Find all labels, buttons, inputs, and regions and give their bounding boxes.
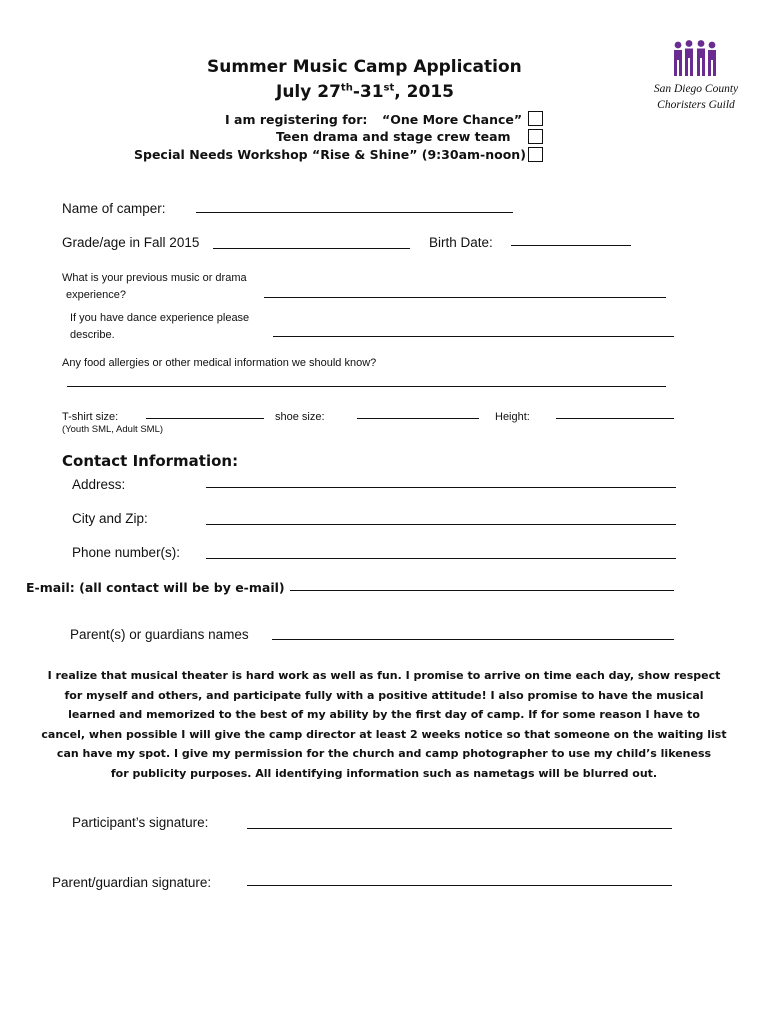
agreement-line: I realize that musical theater is hard work as well as fun. I promise to arrive on time each day, show respect [47, 669, 721, 682]
camp-dates-year: , 2015 [394, 82, 454, 102]
shoe-size-field[interactable] [357, 418, 479, 419]
music-experience-label-line1: What is your previous music or drama [62, 272, 247, 284]
dance-experience-label-line2: describe. [70, 329, 115, 341]
height-field[interactable] [556, 418, 674, 419]
parent-signature-label: Parent/guardian signature: [52, 875, 212, 890]
email-label: E-mail: (all contact will be by e-mail) [26, 580, 285, 595]
tshirt-size-field[interactable] [146, 418, 264, 419]
form-title: Summer Music Camp Application [207, 57, 522, 77]
parent-names-field[interactable] [272, 639, 674, 640]
email-field[interactable] [290, 590, 674, 591]
birth-date-label: Birth Date: [429, 235, 493, 250]
registration-option-special-needs: Special Needs Workshop “Rise & Shine” (9:30am-noon) [134, 147, 526, 162]
camp-dates [276, 82, 454, 102]
registration-option-teen-drama: Teen drama and stage crew team [276, 129, 511, 144]
city-zip-field[interactable] [206, 524, 676, 525]
address-field[interactable] [206, 487, 676, 488]
agreement-line: learned and memorized to the best of my ability by the first day of camp. If for some reason I have to [68, 708, 700, 721]
phone-field[interactable] [206, 558, 676, 559]
camp-dates-sup-st: st [383, 82, 395, 94]
address-label: Address: [72, 477, 126, 492]
checkbox-teen-drama[interactable] [528, 129, 543, 144]
birth-date-field[interactable] [511, 245, 631, 246]
shoe-size-label: shoe size: [275, 411, 325, 423]
agreement-line: cancel, when possible I will give the camp director at least 2 weeks notice so that someone on the waiting list [41, 727, 727, 741]
dance-experience-label-line1: If you have dance experience please [70, 312, 250, 324]
phone-label: Phone number(s): [72, 545, 181, 560]
checkbox-special-needs[interactable] [528, 147, 543, 162]
organization-name-line2: Choristers Guild [657, 99, 735, 111]
parent-signature-field[interactable] [247, 885, 672, 886]
checkbox-one-more-chance[interactable] [528, 111, 543, 126]
allergies-field[interactable] [67, 386, 666, 387]
music-experience-field[interactable] [264, 297, 666, 298]
choir-figures-logo-icon [672, 40, 718, 78]
contact-information-heading: Contact Information: [62, 452, 239, 470]
participant-signature-label: Participant’s signature: [72, 815, 209, 830]
registration-option-one-more-chance: “One More Chance” [382, 112, 523, 127]
registration-intro: I am registering for: [225, 112, 368, 127]
camp-dates-start: July 27 [276, 82, 341, 102]
parent-names-label: Parent(s) or guardians names [70, 627, 249, 642]
dance-experience-field[interactable] [273, 336, 674, 337]
camp-dates-end: -31 [352, 82, 384, 102]
music-experience-label-line2: experience? [66, 289, 126, 301]
agreement-line: can have my spot. I give my permission for the church and camp photographer to use my child’s likeness [56, 747, 712, 760]
agreement-line: for myself and others, and participate fully with a positive attitude! I also promise to have the musical [64, 688, 704, 702]
tshirt-size-label: T-shirt size: [62, 411, 119, 423]
organization-name-line1: San Diego County [653, 83, 739, 95]
height-label: Height: [495, 411, 530, 423]
grade-age-label: Grade/age in Fall 2015 [62, 235, 200, 250]
camper-name-field[interactable] [196, 212, 513, 213]
grade-age-field[interactable] [213, 248, 410, 249]
agreement-paragraph [28, 666, 740, 783]
city-zip-label: City and Zip: [72, 511, 148, 526]
camper-name-label: Name of camper: [62, 201, 166, 216]
camp-dates-sup-th: th [340, 82, 353, 94]
allergies-label: Any food allergies or other medical information we should know? [62, 357, 377, 369]
participant-signature-field[interactable] [247, 828, 672, 829]
tshirt-size-note: (Youth SML, Adult SML) [62, 424, 164, 435]
agreement-line: for publicity purposes. All identifying information such as nametags will be blurred out. [110, 766, 658, 780]
